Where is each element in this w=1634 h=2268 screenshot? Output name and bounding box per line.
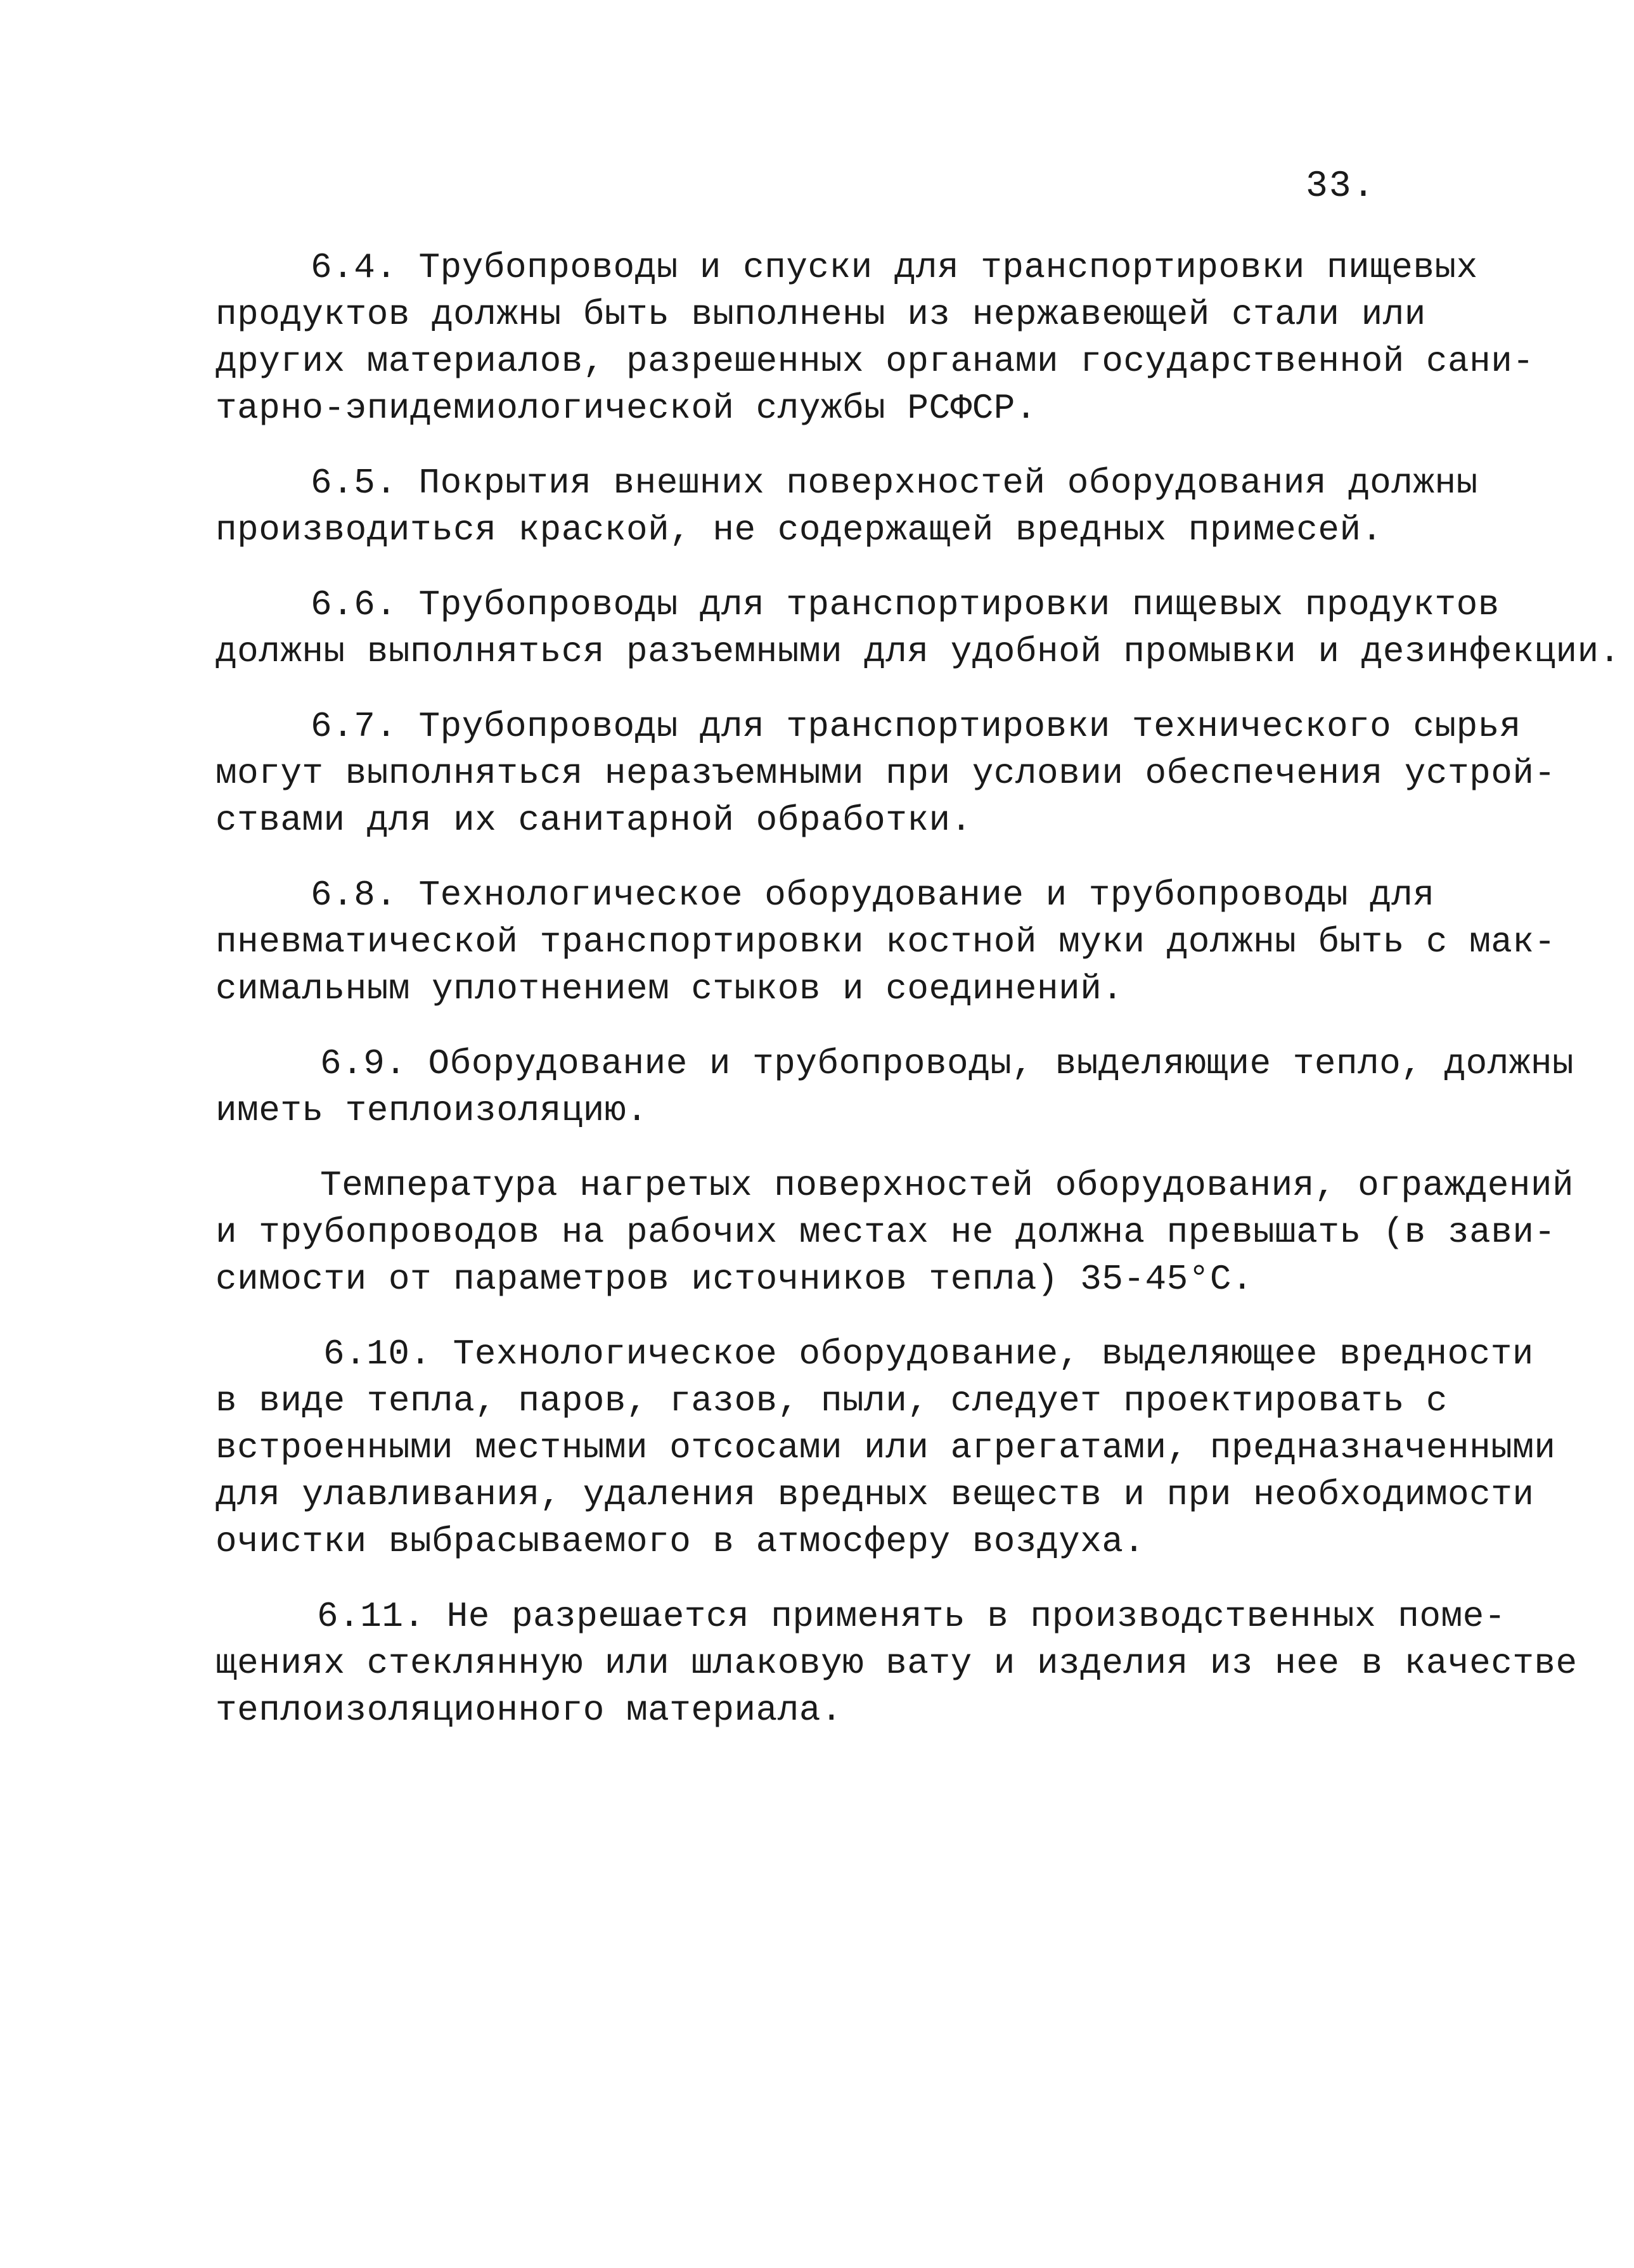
- paragraph-line: производиться краской, не содержащей вредных примесей.: [216, 510, 1383, 550]
- paragraph-6-7: [216, 703, 1556, 844]
- paragraph-line: встроенными местными отсосами или агрегатами, предназначенными: [216, 1427, 1556, 1468]
- paragraph-6-10: [216, 1331, 1556, 1565]
- paragraph-line: иметь теплоизоляцию.: [216, 1090, 648, 1131]
- paragraph-line: щениях стеклянную или шлаковую вату и изделия из нее в качестве: [216, 1643, 1578, 1684]
- paragraph-line: 6.7. Трубопроводы для транспортировки технического сырья: [311, 706, 1521, 747]
- paragraph-line: очистки выбрасываемого в атмосферу воздуха.: [216, 1521, 1145, 1562]
- page-number: 33.: [1306, 166, 1376, 207]
- paragraph-line: тарно-эпидемиологической службы РСФСР.: [216, 388, 1038, 428]
- paragraph-line: ствами для их санитарной обработки.: [216, 800, 972, 841]
- paragraph-6-6: [216, 581, 1621, 675]
- paragraph-6-4: [216, 244, 1534, 432]
- paragraph-6-9: [216, 1040, 1574, 1134]
- paragraph-line: 6.9. Оборудование и трубопроводы, выделяющие тепло, должны: [320, 1043, 1574, 1084]
- paragraph-line: симости от параметров источников тепла) 35-45°С.: [216, 1259, 1254, 1299]
- paragraph-line: пневматической транспортировки костной муки должны быть с мак-: [216, 922, 1556, 962]
- paragraph-line: симальным уплотнением стыков и соединений.: [216, 969, 1124, 1009]
- paragraph-line: могут выполняться неразъемными при условии обеспечения устрой-: [216, 753, 1556, 794]
- paragraph-temperature: [216, 1162, 1574, 1303]
- paragraph-line: в виде тепла, паров, газов, пыли, следует проектировать с: [216, 1381, 1448, 1421]
- paragraph-line: Температура нагретых поверхностей оборудования, ограждений: [320, 1165, 1574, 1206]
- paragraph-line: продуктов должны быть выполнены из нержавеющей стали или: [216, 294, 1426, 335]
- paragraph-line: 6.5. Покрытия внешних поверхностей оборудования должны: [311, 463, 1478, 503]
- paragraph-line: 6.10. Технологическое оборудование, выделяющее вредности: [323, 1334, 1534, 1374]
- paragraph-line: других материалов, разрешенных органами государственной сани-: [216, 341, 1534, 382]
- paragraph-line: для улавливания, удаления вредных веществ и при необходимости: [216, 1474, 1534, 1515]
- paragraph-6-11: [216, 1593, 1578, 1734]
- paragraph-line: 6.4. Трубопроводы и спуски для транспортировки пищевых: [311, 247, 1478, 288]
- paragraph-line: 6.6. Трубопроводы для транспортировки пищевых продуктов: [311, 584, 1500, 625]
- paragraph-6-5: [216, 460, 1489, 553]
- paragraph-line: должны выполняться разъемными для удобной промывки и дезинфекции.: [216, 631, 1621, 672]
- paragraph-6-8: [216, 872, 1556, 1012]
- paragraph-line: и трубопроводов на рабочих местах не должна превышать (в зави-: [216, 1212, 1556, 1253]
- paragraph-line: 6.11. Не разрешается применять в производственных поме-: [317, 1596, 1506, 1637]
- paragraph-line: теплоизоляционного материала.: [216, 1690, 843, 1730]
- document-body: [216, 244, 1621, 1762]
- paragraph-line: 6.8. Технологическое оборудование и трубопроводы для: [311, 875, 1435, 915]
